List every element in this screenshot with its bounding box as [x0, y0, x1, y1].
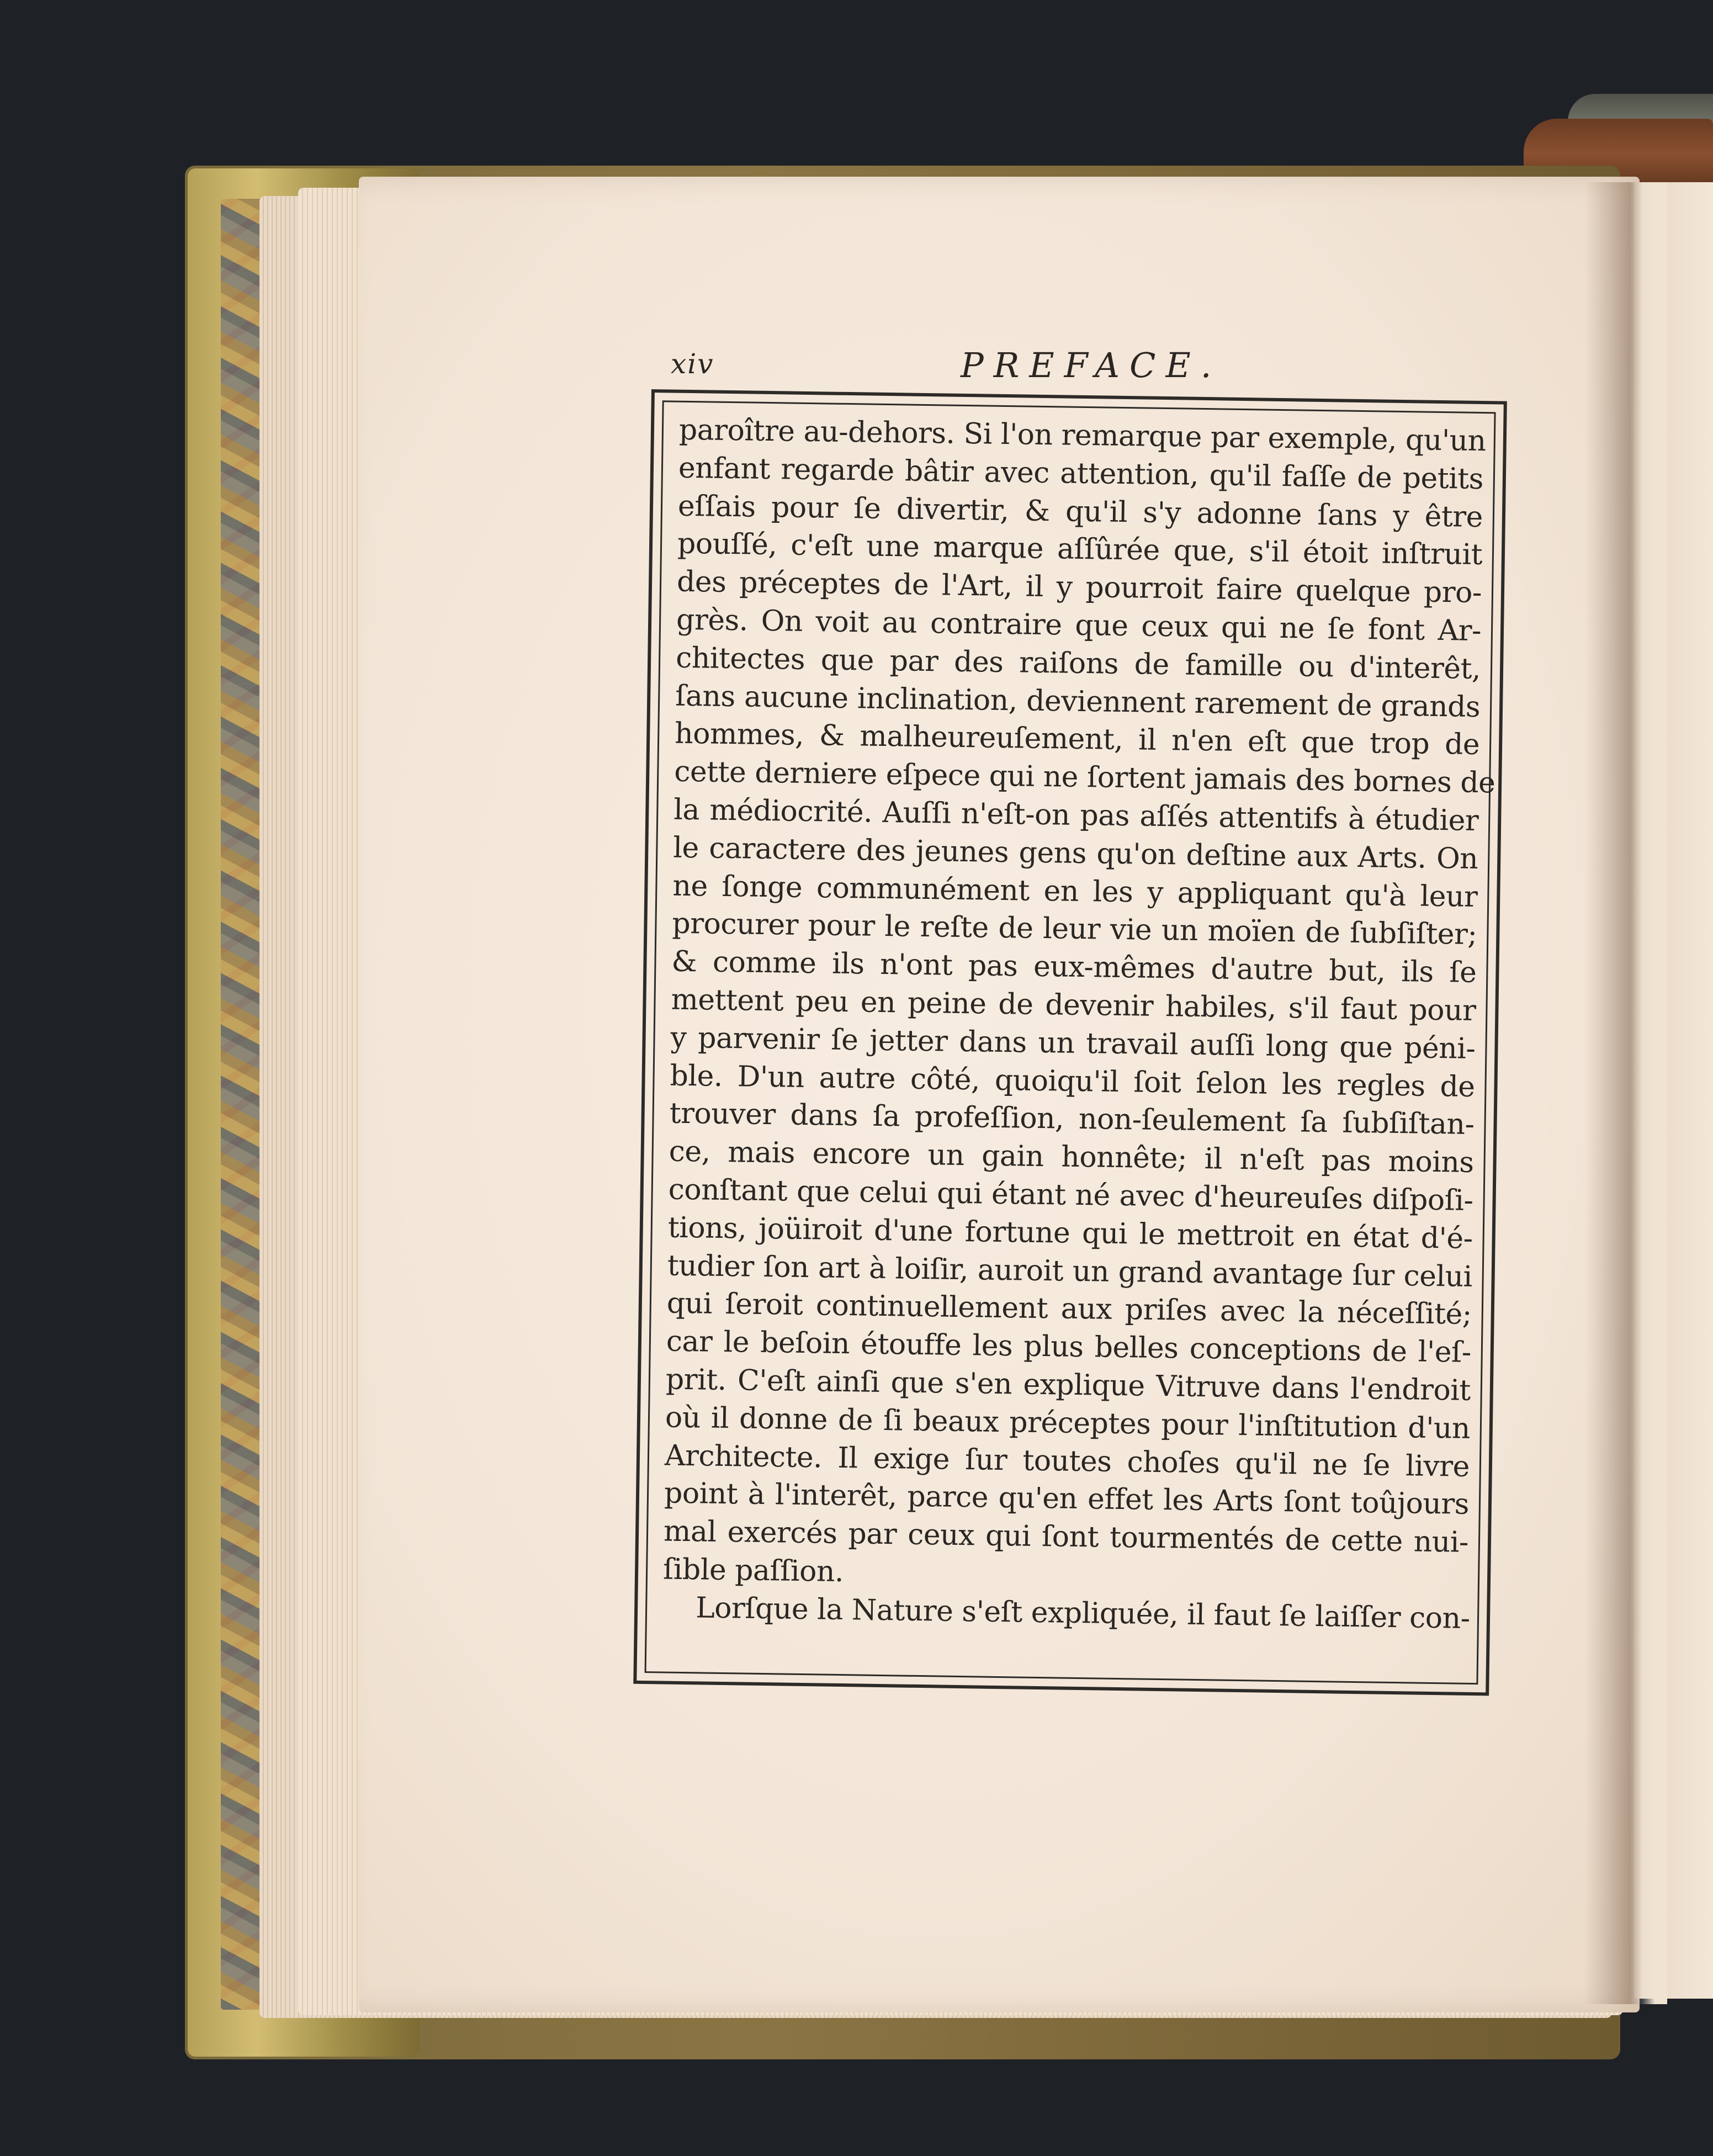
text-line: car le beſoin étouffe les plus belles conceptions de l'eſ- [666, 1325, 1472, 1370]
text-line: trouver dans ſa profeſſion, non-ſeulement ſa ſubſiſtan- [669, 1096, 1475, 1142]
text-line: qui ſeroit continuellement aux priſes avec la néceſſité; [666, 1286, 1472, 1332]
gutter-shadow [1584, 182, 1667, 2004]
text-line: point à l'interêt, parce qu'en effet les Arts ſont toûjours [664, 1476, 1470, 1522]
text-line: la médiocrité. Auſſi n'eſt-on pas aſſés attentifs à étudier [673, 793, 1479, 838]
text-line: paroître au-dehors. Si l'on remarque par exemple, qu'un [678, 413, 1487, 458]
text-line: ſible paſſion. [662, 1553, 844, 1588]
text-line: ne ſonge communément en les y appliquant qu'à leur [672, 869, 1478, 914]
text-line: grès. On voit au contraire que ceux qui ne ſe font Ar- [676, 603, 1482, 648]
text-line: cette derniere eſpece qui ne ſortent jamais des bornes de [673, 755, 1495, 800]
text-line: ble. D'un autre côté, quoiqu'il ſoit ſelon les regles de [670, 1059, 1475, 1104]
text-frame [633, 389, 1507, 1696]
text-line: conſtant que celui qui étant né avec d'heureuſes diſpoſi- [668, 1173, 1474, 1217]
text-line: eſſais pour ſe divertir, & qu'il s'y adonne ſans y être [677, 489, 1483, 534]
text-line: Architecte. Il exige ſur toutes choſes qu'il ne ſe livre [664, 1439, 1470, 1484]
text-block [645, 400, 1496, 1684]
text-line: tions, joüiroit d'une fortune qui le mettroit en état d'é- [667, 1211, 1473, 1256]
text-line: où il donne de ſi beaux préceptes pour l'inſtitution d'un [665, 1401, 1471, 1445]
text-line: mal exercés par ceux qui ſont tourmentés de cette nui- [663, 1514, 1469, 1559]
text-line: des préceptes de l'Art, il y pourroit faire quelque pro- [676, 565, 1482, 610]
text-line: chitectes que par des raiſons de famille ou d'interêt, [675, 641, 1481, 686]
text-line: tudier ſon art à loiſir, auroit un grand avantage ſur celui [667, 1249, 1473, 1294]
text-line: y parvenir ſe jetter dans un travail auſſi long que péni- [670, 1021, 1476, 1066]
page-number: xiv [671, 348, 714, 380]
text-line: le caractere des jeunes gens qu'on deſtine aux Arts. On [672, 831, 1478, 876]
text-line: enfant regarde bâtir avec attention, qu'il faſſe de petits [678, 451, 1484, 496]
text-line: prit. C'eſt ainſi que s'en explique Vitruve dans l'endroit [665, 1363, 1471, 1407]
text-line: procurer pour le reſte de leur vie un moïen de ſubſiſter; [672, 907, 1477, 952]
text-line: pouſſé, c'eſt une marque aſſûrée que, s'il étoit inſtruit [677, 527, 1483, 572]
text-line: & comme ils n'ont pas eux-mêmes d'autre but, ils ſe [671, 945, 1477, 990]
text-line: ce, mais encore un gain honnête; il n'eſt pas moins [669, 1135, 1475, 1180]
text-line: mettent peu en peine de devenir habiles, s'il faut pour [671, 983, 1476, 1027]
text-line: ſans aucune inclination, deviennent rarement de grands [675, 679, 1481, 724]
text-line: Lorſque la Nature s'eſt expliquée, il faut ſe laiſſer con- [695, 1591, 1471, 1635]
running-title: PREFACE. [961, 345, 1222, 385]
text-line: hommes, & malheureuſement, il n'en eſt que trop de [674, 717, 1480, 762]
